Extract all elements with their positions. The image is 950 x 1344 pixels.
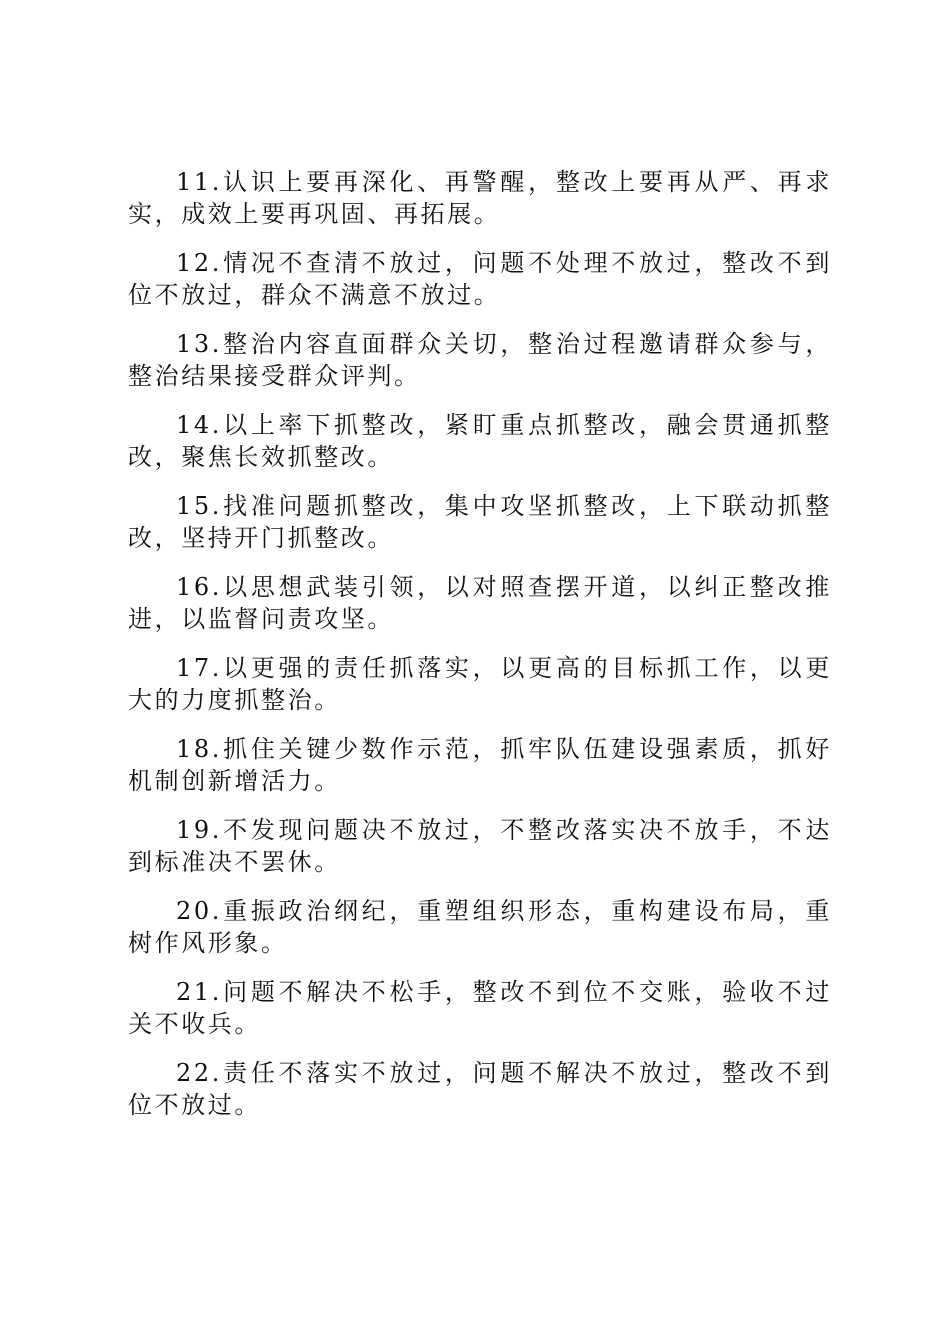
list-item-17: 17.以更强的责任抓落实，以更高的目标抓工作，以更大的力度抓整治。 — [128, 654, 832, 714]
list-item-19: 19.不发现问题决不放过，不整改落实决不放手，不达到标准决不罢休。 — [128, 816, 832, 876]
list-item-13: 13.整治内容直面群众关切，整治过程邀请群众参与，整治结果接受群众评判。 — [128, 330, 832, 390]
list-item-12: 12.情况不查清不放过，问题不处理不放过，整改不到位不放过，群众不满意不放过。 — [128, 249, 832, 309]
document-body — [128, 166, 832, 1138]
list-item-22: 22.责任不落实不放过，问题不解决不放过，整改不到位不放过。 — [128, 1059, 832, 1119]
list-item-21: 21.问题不解决不松手，整改不到位不交账，验收不过关不收兵。 — [128, 978, 832, 1038]
list-item-11: 11.认识上要再深化、再警醒，整改上要再从严、再求实，成效上要再巩固、再拓展。 — [128, 168, 832, 228]
list-item-18: 18.抓住关键少数作示范，抓牢队伍建设强素质，抓好机制创新增活力。 — [128, 735, 832, 795]
list-item-16: 16.以思想武装引领，以对照查摆开道，以纠正整改推进，以监督问责攻坚。 — [128, 573, 832, 633]
list-item-15: 15.找准问题抓整改，集中攻坚抓整改，上下联动抓整改，坚持开门抓整改。 — [128, 492, 832, 552]
list-item-14: 14.以上率下抓整改，紧盯重点抓整改，融会贯通抓整改，聚焦长效抓整改。 — [128, 411, 832, 471]
list-item-20: 20.重振政治纲纪，重塑组织形态，重构建设布局，重树作风形象。 — [128, 897, 832, 957]
